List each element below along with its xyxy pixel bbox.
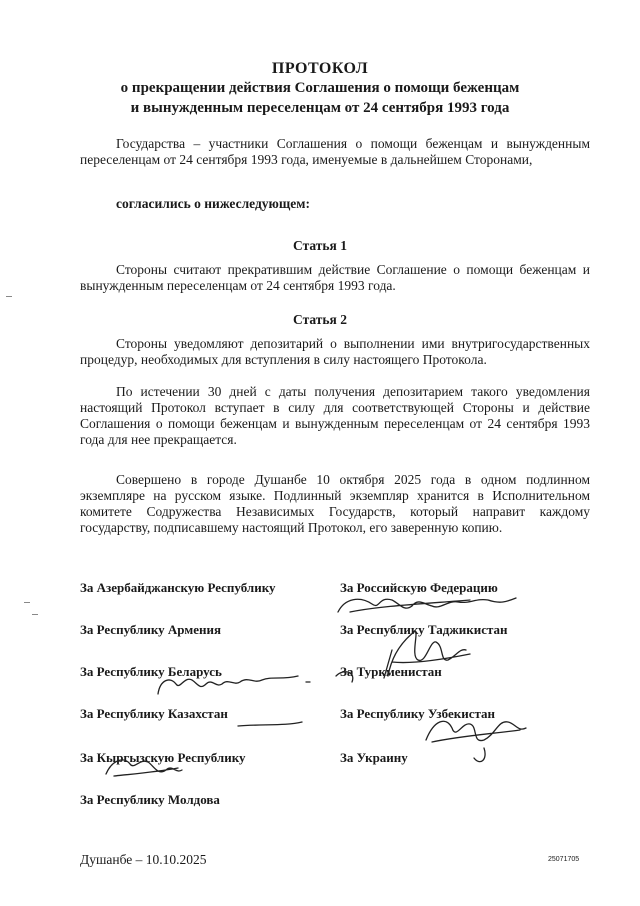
document-title: ПРОТОКОЛ — [271, 60, 369, 77]
signatory-moldova: За Республику Молдова — [80, 792, 220, 807]
signatory-kyrgyzstan: За Кыргызскую Республику — [80, 750, 246, 765]
signatory-turkmenistan: За Туркменистан — [340, 664, 442, 679]
signatory-uzbekistan: За Республику Узбекистан — [340, 706, 495, 721]
signatory-tajikistan: За Республику Таджикистан — [340, 622, 508, 637]
footer-place-date: Душанбе – 10.10.2025 — [80, 852, 207, 867]
scan-mark — [6, 296, 12, 297]
signature-uzbekistan — [426, 721, 526, 761]
article1-heading: Статья 1 — [293, 238, 347, 253]
signatory-russia: За Российскую Федерацию — [340, 580, 498, 595]
signatory-ukraine: За Украину — [340, 750, 408, 765]
footer-document-number: 25071705 — [548, 856, 580, 863]
article1-text: Стороны считают прекратившим действие Соглашение о помощи беженцам и вынужденным переселенцам от 24 сентября 1993 года. — [80, 262, 590, 293]
scan-mark — [24, 602, 30, 603]
article2-paragraph2: По истечении 30 дней с даты получения депозитарием такого уведомления настоящий Протокол вступает в силу для соответствующей Стороны и действие Соглашения о помощи беженцам и вынужденным переселенцам от 24 сентября 1993 года для нее прекращается. — [80, 384, 590, 447]
signatory-belarus: За Республику Беларусь — [80, 664, 222, 679]
preamble-paragraph: Государства – участники Соглашения о помощи беженцам и вынужденным переселенцам от 24 сентября 1993 года, именуемые в дальнейшем Сторонами, — [80, 136, 590, 167]
closing-paragraph: Совершено в городе Душанбе 10 октября 2025 года в одном подлинном экземпляре на русском языке. Подлинный экземпляр хранится в Исполнительном комитете Содружества Независимых Государств, который направит каждому государству, подписавшему настоящий Протокол, его заверенную копию. — [80, 472, 590, 535]
signatory-azerbaijan: За Азербайджанскую Республику — [80, 580, 276, 595]
signatory-kazakhstan: За Республику Казахстан — [80, 706, 228, 721]
document-subtitle-line1: о прекращении действия Соглашения о помощи беженцам — [120, 80, 520, 96]
signature-kazakhstan — [238, 722, 302, 726]
article2-heading: Статья 2 — [293, 312, 347, 327]
article2-paragraph1: Стороны уведомляют депозитарий о выполнении ими внутригосударственных процедур, необходимых для вступления в силу настоящего Протокола. — [80, 336, 590, 367]
signatory-armenia: За Республику Армения — [80, 622, 221, 637]
document-subtitle-line2: и вынужденным переселенцам от 24 сентября 1993 года — [130, 100, 510, 116]
signature-russia — [338, 598, 516, 612]
agreed-statement: согласились о нижеследующем: — [116, 196, 310, 211]
scan-mark — [32, 614, 38, 615]
